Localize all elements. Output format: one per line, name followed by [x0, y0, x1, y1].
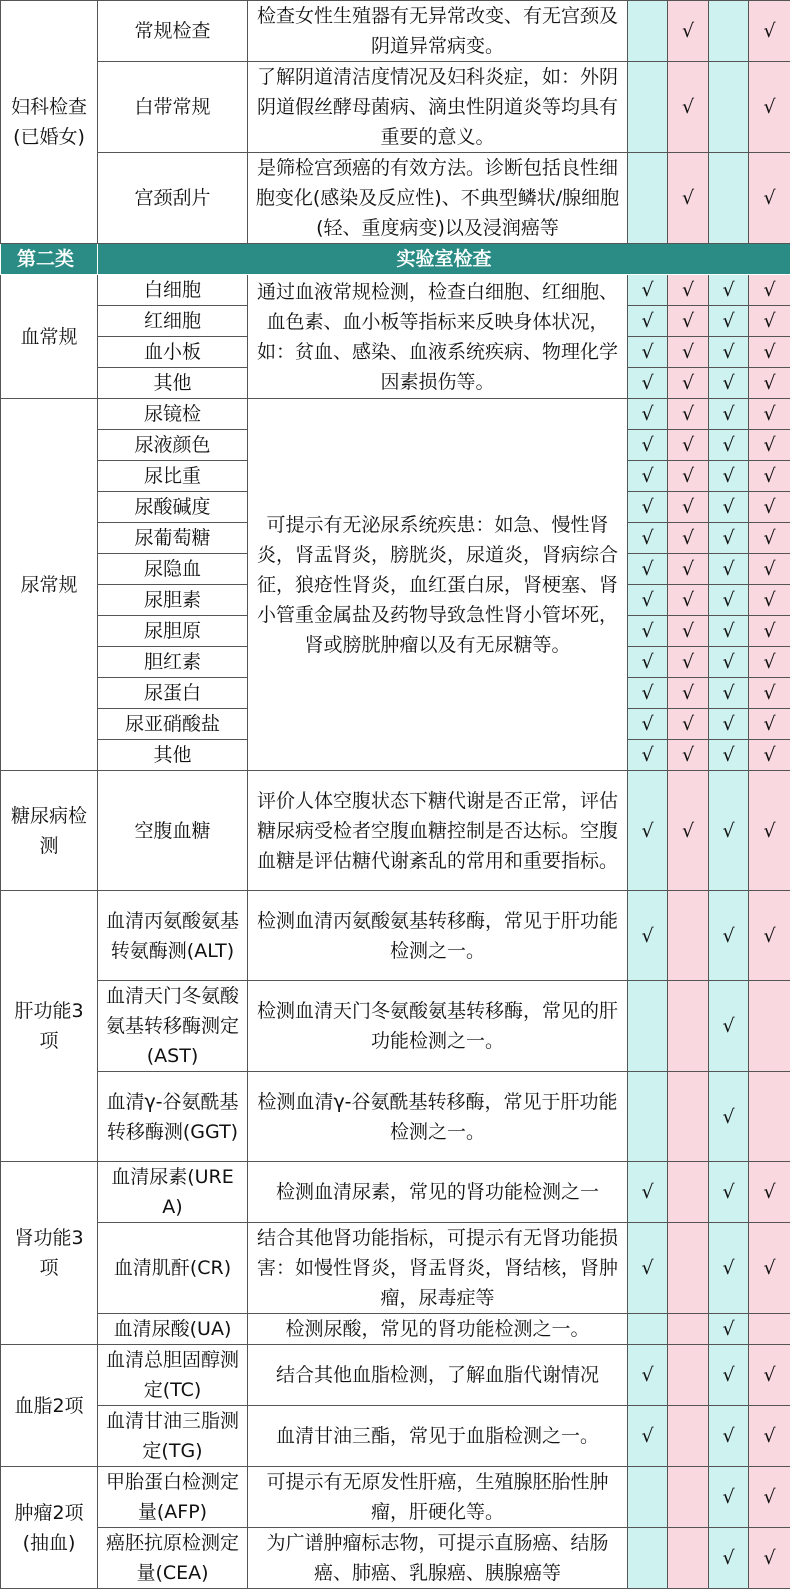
item-name: 癌胚抗原检测定量(CEA) [98, 1528, 248, 1589]
package-1-cell [628, 153, 668, 244]
package-2-cell [668, 1406, 709, 1467]
category-cell: 血常规 [1, 275, 98, 399]
table-row [1, 1072, 790, 1162]
package-1-check: √ [628, 616, 668, 647]
package-4-check: √ [749, 306, 790, 337]
package-2-cell [668, 1223, 709, 1314]
package-3-check: √ [709, 771, 749, 891]
package-3-check: √ [709, 647, 749, 678]
item-name: 尿比重 [98, 461, 248, 492]
package-2-check: √ [668, 492, 709, 523]
package-4-check: √ [749, 1467, 790, 1528]
package-3-check: √ [709, 709, 749, 740]
item-name: 血小板 [98, 337, 248, 368]
item-description: 检测血清尿素，常见的肾功能检测之一 [248, 1162, 628, 1223]
package-3-check: √ [709, 1345, 749, 1406]
package-2-cell [668, 1314, 709, 1345]
item-name: 血清天门冬氨酸氨基转移酶测定(AST) [98, 981, 248, 1072]
item-description: 检查女性生殖器有无异常改变、有无宫颈及阴道异常病变。 [248, 1, 628, 62]
package-2-check: √ [668, 585, 709, 616]
package-4-check: √ [749, 368, 790, 399]
package-1-check: √ [628, 554, 668, 585]
package-1-check: √ [628, 1406, 668, 1467]
package-3-check: √ [709, 981, 749, 1072]
package-3-check: √ [709, 1314, 749, 1345]
package-1-cell [628, 1467, 668, 1528]
package-1-check: √ [628, 492, 668, 523]
package-2-check: √ [668, 740, 709, 771]
package-1-cell [628, 1072, 668, 1162]
package-1-check: √ [628, 306, 668, 337]
package-1-check: √ [628, 399, 668, 430]
package-1-check: √ [628, 1223, 668, 1314]
package-3-check: √ [709, 616, 749, 647]
item-name: 其他 [98, 368, 248, 399]
package-1-cell [628, 981, 668, 1072]
category-cell: 肾功能3项 [1, 1162, 98, 1345]
item-description: 检测血清丙氨酸氨基转移酶，常见于肝功能检测之一。 [248, 891, 628, 981]
package-4-check: √ [749, 1162, 790, 1223]
package-3-check: √ [709, 678, 749, 709]
item-name: 尿镜检 [98, 399, 248, 430]
table-row [1, 1223, 790, 1314]
item-name: 血清γ-谷氨酰基转移酶测(GGT) [98, 1072, 248, 1162]
package-1-check: √ [628, 1345, 668, 1406]
package-1-check: √ [628, 647, 668, 678]
package-1-check: √ [628, 585, 668, 616]
package-4-check: √ [749, 399, 790, 430]
table-row [1, 1528, 790, 1589]
section-title: 实验室检查 [98, 244, 790, 275]
package-1-check: √ [628, 678, 668, 709]
package-1-check: √ [628, 368, 668, 399]
package-2-check: √ [668, 275, 709, 306]
table-row [1, 153, 790, 244]
table-row [1, 1314, 790, 1345]
package-3-check: √ [709, 1162, 749, 1223]
table-row [1, 1, 790, 62]
package-2-check: √ [668, 523, 709, 554]
package-4-check: √ [749, 1223, 790, 1314]
package-1-check: √ [628, 275, 668, 306]
table-row [1, 771, 790, 891]
package-4-check: √ [749, 1345, 790, 1406]
item-description: 是筛检宫颈癌的有效方法。诊断包括良性细胞变化(感染及反应性)、不典型鳞状/腺细胞(轻、重度病变)以及浸润癌等 [248, 153, 628, 244]
item-name: 尿液颜色 [98, 430, 248, 461]
package-3-check: √ [709, 523, 749, 554]
package-2-check: √ [668, 306, 709, 337]
package-3-check: √ [709, 306, 749, 337]
package-4-check: √ [749, 1, 790, 62]
item-description: 可提示有无原发性肝癌，生殖腺胚胎性肿瘤，肝硬化等。 [248, 1467, 628, 1528]
package-4-check: √ [749, 554, 790, 585]
package-1-check: √ [628, 461, 668, 492]
package-2-check: √ [668, 153, 709, 244]
table-body [1, 1, 790, 1589]
package-3-check: √ [709, 430, 749, 461]
category-cell: 糖尿病检测 [1, 771, 98, 891]
item-name: 红细胞 [98, 306, 248, 337]
item-name: 血清尿酸(UA) [98, 1314, 248, 1345]
package-2-check: √ [668, 461, 709, 492]
package-3-check: √ [709, 1072, 749, 1162]
item-name: 血清尿素(UREA) [98, 1162, 248, 1223]
item-description: 检测血清γ-谷氨酰基转移酶，常见于肝功能检测之一。 [248, 1072, 628, 1162]
package-1-cell [628, 62, 668, 153]
package-2-cell [668, 891, 709, 981]
category-cell: 肿瘤2项(抽血) [1, 1467, 98, 1589]
package-4-check: √ [749, 709, 790, 740]
category-cell: 肝功能3项 [1, 891, 98, 1162]
package-4-check: √ [749, 430, 790, 461]
package-2-check: √ [668, 62, 709, 153]
package-3-check: √ [709, 1528, 749, 1589]
package-4-check: √ [749, 492, 790, 523]
package-2-check: √ [668, 678, 709, 709]
package-2-check: √ [668, 337, 709, 368]
table-row [1, 891, 790, 981]
package-2-cell [668, 981, 709, 1072]
item-name: 血清总胆固醇测定(TC) [98, 1345, 248, 1406]
item-description: 检测血清天门冬氨酸氨基转移酶，常见的肝功能检测之一。 [248, 981, 628, 1072]
item-name: 白带常规 [98, 62, 248, 153]
item-name: 尿葡萄糖 [98, 523, 248, 554]
item-name: 尿隐血 [98, 554, 248, 585]
package-1-check: √ [628, 740, 668, 771]
table-row [1, 399, 790, 430]
item-description: 可提示有无泌尿系统疾患：如急、慢性肾炎，肾盂肾炎，膀胱炎，尿道炎，肾病综合征，狼疮性肾炎，血红蛋白尿，肾梗塞、肾小管重金属盐及药物导致急性肾小管坏死，肾或膀胱肿瘤以及有无尿糖等。 [248, 399, 628, 771]
item-description: 为广谱肿瘤标志物，可提示直肠癌、结肠癌、肺癌、乳腺癌、胰腺癌等 [248, 1528, 628, 1589]
item-name: 常规检查 [98, 1, 248, 62]
package-3-check: √ [709, 1223, 749, 1314]
package-4-check: √ [749, 62, 790, 153]
package-3-check: √ [709, 461, 749, 492]
item-description: 血清甘油三酯，常见于血脂检测之一。 [248, 1406, 628, 1467]
package-3-check: √ [709, 1467, 749, 1528]
package-4-check: √ [749, 740, 790, 771]
package-4-check: √ [749, 337, 790, 368]
package-4-check: √ [749, 1528, 790, 1589]
package-4-check: √ [749, 523, 790, 554]
package-3-check: √ [709, 275, 749, 306]
item-name: 甲胎蛋白检测定量(AFP) [98, 1467, 248, 1528]
item-name: 白细胞 [98, 275, 248, 306]
package-2-cell [668, 1467, 709, 1528]
package-1-check: √ [628, 523, 668, 554]
section-label: 第二类 [1, 244, 98, 275]
package-1-check: √ [628, 337, 668, 368]
table-row [1, 1467, 790, 1528]
item-name: 尿胆素 [98, 585, 248, 616]
item-name: 胆红素 [98, 647, 248, 678]
package-3-check: √ [709, 891, 749, 981]
package-2-cell [668, 1162, 709, 1223]
package-4-cell [749, 1072, 790, 1162]
package-3-check: √ [709, 585, 749, 616]
package-2-cell [668, 1345, 709, 1406]
item-name: 血清甘油三脂测定(TG) [98, 1406, 248, 1467]
item-name: 尿亚硝酸盐 [98, 709, 248, 740]
package-4-cell [749, 1314, 790, 1345]
package-3-check: √ [709, 368, 749, 399]
package-4-cell [749, 981, 790, 1072]
package-2-check: √ [668, 430, 709, 461]
package-3-check: √ [709, 740, 749, 771]
package-4-check: √ [749, 771, 790, 891]
item-description: 评价人体空腹状态下糖代谢是否正常，评估糖尿病受检者空腹血糖控制是否达标。空腹血糖是评估糖代谢紊乱的常用和重要指标。 [248, 771, 628, 891]
table-row [1, 1162, 790, 1223]
package-2-cell [668, 1072, 709, 1162]
package-3-check: √ [709, 554, 749, 585]
item-name: 空腹血糖 [98, 771, 248, 891]
table-row [1, 981, 790, 1072]
item-description: 检测尿酸，常见的肾功能检测之一。 [248, 1314, 628, 1345]
package-3-cell [709, 1, 749, 62]
category-cell: 尿常规 [1, 399, 98, 771]
package-4-check: √ [749, 275, 790, 306]
item-name: 尿蛋白 [98, 678, 248, 709]
package-4-check: √ [749, 1406, 790, 1467]
package-4-check: √ [749, 585, 790, 616]
package-4-check: √ [749, 616, 790, 647]
package-1-check: √ [628, 1162, 668, 1223]
item-name: 尿胆原 [98, 616, 248, 647]
table-row [1, 62, 790, 153]
package-2-check: √ [668, 616, 709, 647]
package-4-check: √ [749, 153, 790, 244]
package-2-check: √ [668, 554, 709, 585]
package-1-check: √ [628, 709, 668, 740]
package-4-check: √ [749, 891, 790, 981]
item-name: 其他 [98, 740, 248, 771]
package-2-check: √ [668, 1, 709, 62]
package-4-check: √ [749, 461, 790, 492]
package-3-check: √ [709, 492, 749, 523]
package-2-check: √ [668, 771, 709, 891]
package-3-cell [709, 153, 749, 244]
item-name: 血清丙氨酸氨基转氨酶测(ALT) [98, 891, 248, 981]
package-3-check: √ [709, 337, 749, 368]
item-name: 宫颈刮片 [98, 153, 248, 244]
package-1-cell [628, 1528, 668, 1589]
table-row [1, 1406, 790, 1467]
table-row [1, 1345, 790, 1406]
item-name: 尿酸碱度 [98, 492, 248, 523]
package-1-check: √ [628, 891, 668, 981]
package-1-check: √ [628, 430, 668, 461]
package-4-check: √ [749, 647, 790, 678]
package-1-cell [628, 1, 668, 62]
item-description: 了解阴道清洁度情况及妇科炎症，如：外阴阴道假丝酵母菌病、滴虫性阴道炎等均具有重要的意义。 [248, 62, 628, 153]
item-description: 结合其他肾功能指标，可提示有无肾功能损害：如慢性肾炎，肾盂肾炎，肾结核，肾肿瘤，尿毒症等 [248, 1223, 628, 1314]
item-description: 通过血液常规检测，检查白细胞、红细胞、血色素、血小板等指标来反映身体状况，如：贫血、感染、血液系统疾病、物理化学因素损伤等。 [248, 275, 628, 399]
item-description: 结合其他血脂检测，了解血脂代谢情况 [248, 1345, 628, 1406]
section-header-row [1, 244, 790, 275]
table-row [1, 275, 790, 306]
package-2-check: √ [668, 709, 709, 740]
package-4-check: √ [749, 678, 790, 709]
package-2-cell [668, 1528, 709, 1589]
package-2-check: √ [668, 399, 709, 430]
package-2-check: √ [668, 647, 709, 678]
package-3-cell [709, 62, 749, 153]
package-2-check: √ [668, 368, 709, 399]
package-3-check: √ [709, 1406, 749, 1467]
package-1-cell [628, 1314, 668, 1345]
package-1-check: √ [628, 771, 668, 891]
category-cell: 血脂2项 [1, 1345, 98, 1467]
item-name: 血清肌酐(CR) [98, 1223, 248, 1314]
category-cell: 妇科检查(已婚女) [1, 1, 98, 244]
package-3-check: √ [709, 399, 749, 430]
